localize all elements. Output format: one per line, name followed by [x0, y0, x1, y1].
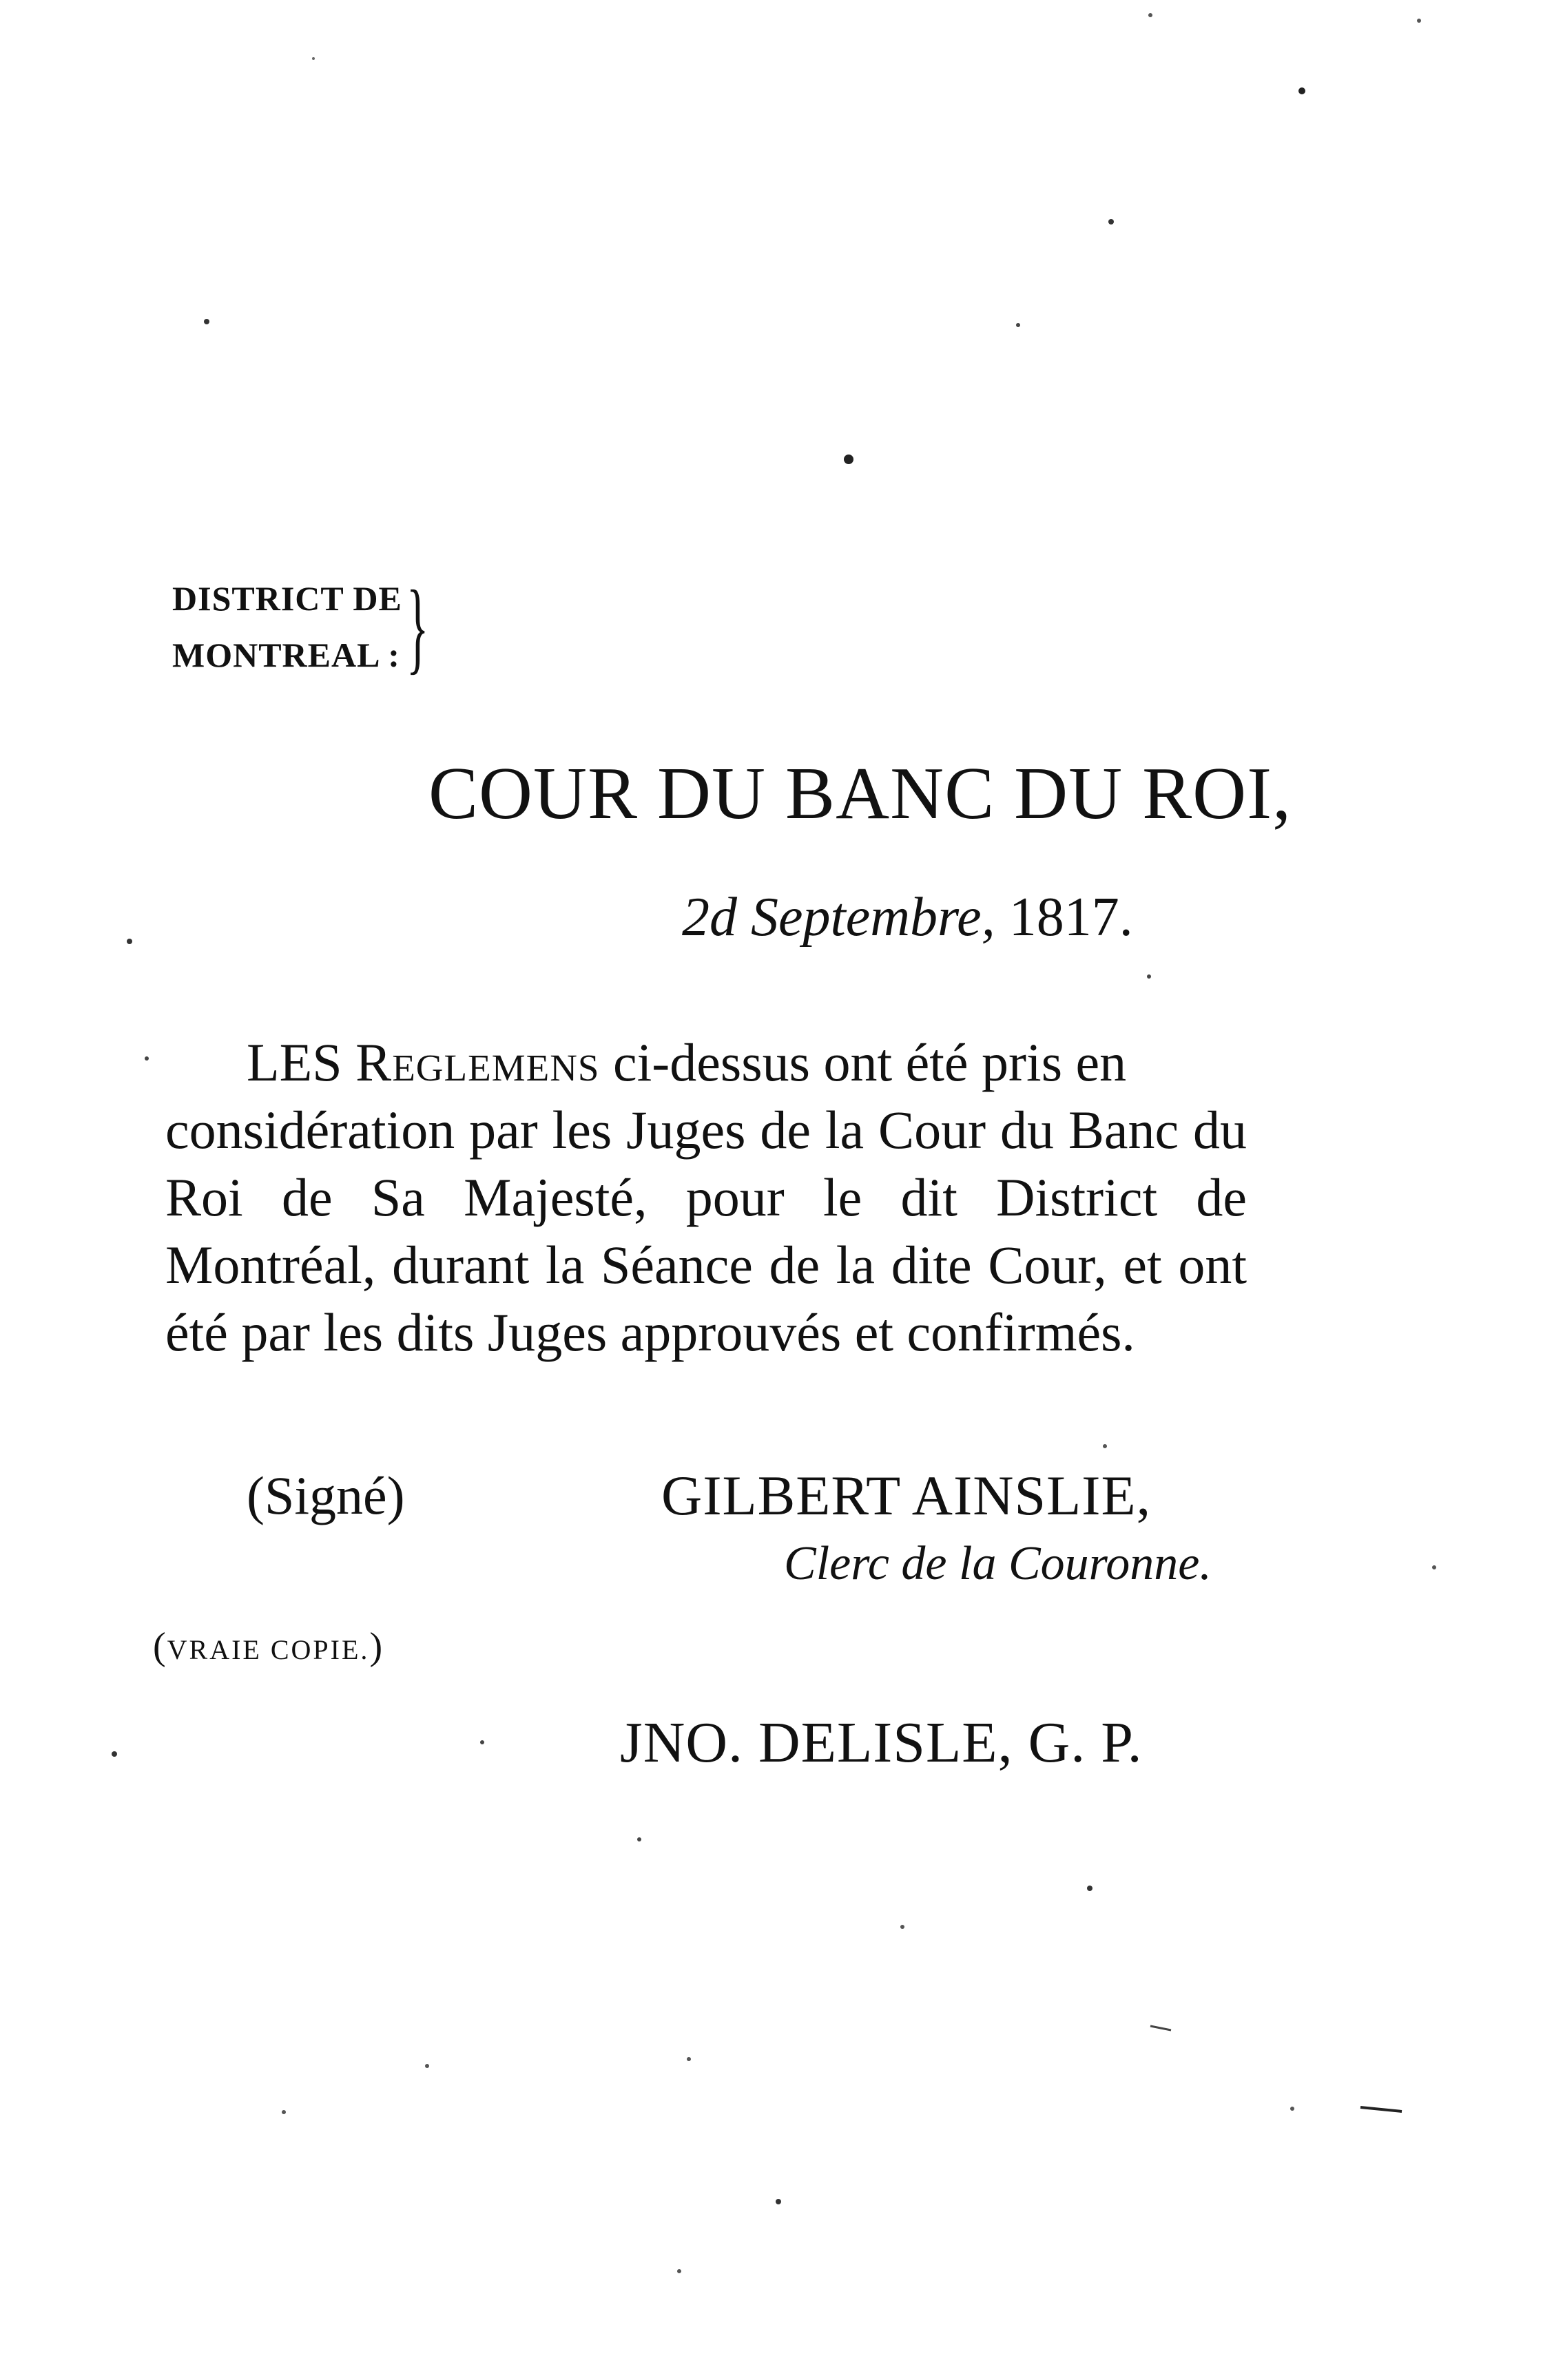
signer-title: Clerc de la Couronne.	[784, 1537, 1212, 1590]
date-year: 1817.	[1008, 887, 1133, 948]
body-lead: LES	[247, 1032, 342, 1092]
true-copy-label	[153, 1616, 384, 1681]
true-copy-text: VRAIE COPIE.	[167, 1634, 370, 1665]
true-copy-open-paren: (	[153, 1625, 167, 1668]
body-rest: considération par les Juges de la Cour du Banc du Roi de Sa Majesté, pour le dit District de Montréal, durant la Séance de la dite Cour, et ont été par les dits Juges approuvés et confirmés.	[165, 1100, 1247, 1362]
court-title: COUR DU BANC DU ROI,	[428, 753, 1292, 835]
district-line-1: DISTRICT DE	[172, 579, 402, 618]
brace-icon: }	[406, 570, 429, 684]
body-first-line	[165, 1029, 1247, 1096]
signed-label: (Signé)	[247, 1465, 405, 1525]
body-lead-smallcaps: Reglemens	[355, 1032, 600, 1092]
date-day: 2d	[682, 887, 737, 948]
body-paragraph	[165, 1029, 1247, 1366]
date-month: Septembre,	[751, 887, 995, 948]
true-copy-close-paren: )	[369, 1625, 384, 1668]
signer-name: GILBERT AINSLIE,	[661, 1464, 1152, 1527]
district-heading	[172, 570, 456, 683]
body-line1-rest: ci-dessus ont été pris en	[613, 1032, 1127, 1092]
date-line	[682, 883, 1133, 952]
copy-signer-name: JNO. DELISLE, G. P.	[620, 1711, 1143, 1775]
district-line-2: MONTREAL :	[172, 636, 400, 674]
